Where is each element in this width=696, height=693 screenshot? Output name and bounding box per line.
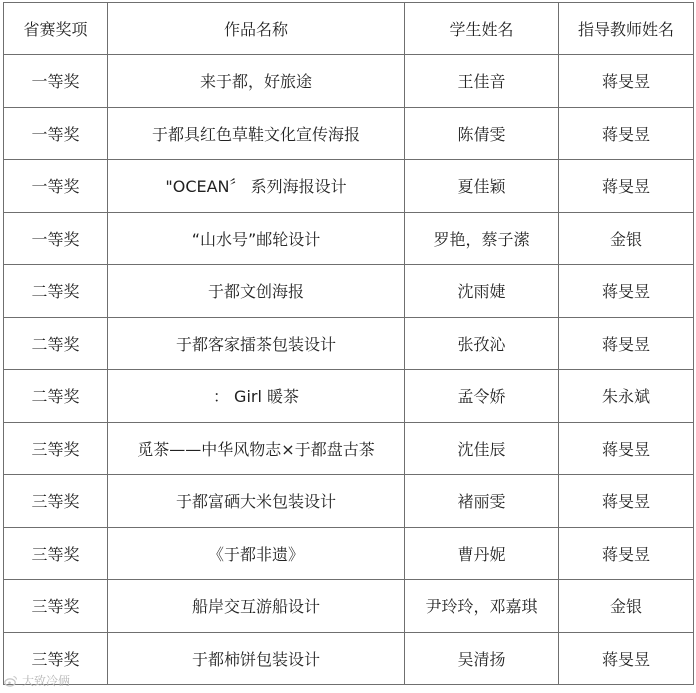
cell-award: 二等奖	[4, 265, 108, 318]
cell-teacher-name: 蒋旻昱	[559, 55, 694, 108]
table-row	[4, 422, 694, 475]
cell-work-title: “山水号”邮轮设计	[108, 212, 405, 265]
cell-student-name: 吴清扬	[405, 632, 559, 685]
cell-teacher-name: 蒋旻昱	[559, 265, 694, 318]
table-row	[4, 317, 694, 370]
cell-teacher-name: 蒋旻昱	[559, 422, 694, 475]
header-teacher-name: 指导教师姓名	[559, 3, 694, 55]
cell-work-title: 《于都非遗》	[108, 527, 405, 580]
cell-student-name: 曹丹妮	[405, 527, 559, 580]
cell-work-title: 于都客家擂茶包装设计	[108, 317, 405, 370]
cell-student-name: 尹玲玲，邓嘉琪	[405, 580, 559, 633]
watermark-text: 大致冷俩	[22, 674, 71, 688]
cell-award: 一等奖	[4, 107, 108, 160]
cell-work-title: 船岸交互游船设计	[108, 580, 405, 633]
table-body	[4, 55, 694, 685]
cell-teacher-name: 蒋旻昱	[559, 160, 694, 213]
cell-student-name: 沈雨婕	[405, 265, 559, 318]
cell-teacher-name: 蒋旻昱	[559, 107, 694, 160]
cell-award: 二等奖	[4, 317, 108, 370]
cell-student-name: 陈倩雯	[405, 107, 559, 160]
table-row	[4, 475, 694, 528]
table-row	[4, 212, 694, 265]
table-header	[4, 3, 694, 55]
cell-work-title: 来于都，好旅途	[108, 55, 405, 108]
cell-student-name: 夏佳颖	[405, 160, 559, 213]
cell-award: 二等奖	[4, 370, 108, 423]
cell-teacher-name: 蒋旻昱	[559, 527, 694, 580]
header-work-title: 作品名称	[108, 3, 405, 55]
cell-student-name: 沈佳辰	[405, 422, 559, 475]
header-student-name: 学生姓名	[405, 3, 559, 55]
cell-student-name: 张孜沁	[405, 317, 559, 370]
cell-work-title: 于都柿饼包装设计	[108, 632, 405, 685]
cell-award: 一等奖	[4, 212, 108, 265]
cell-student-name: 王佳音	[405, 55, 559, 108]
cell-award: 一等奖	[4, 160, 108, 213]
cell-teacher-name: 金银	[559, 580, 694, 633]
cell-award: 三等奖	[4, 527, 108, 580]
cell-teacher-name: 蒋旻昱	[559, 632, 694, 685]
cell-student-name: 褚丽雯	[405, 475, 559, 528]
watermark	[4, 672, 70, 689]
weibo-logo-icon	[4, 674, 18, 688]
table-row	[4, 370, 694, 423]
cell-work-title: 于都具红色草鞋文化宣传海报	[108, 107, 405, 160]
cell-award: 一等奖	[4, 55, 108, 108]
cell-award: 三等奖	[4, 422, 108, 475]
table-row	[4, 580, 694, 633]
cell-award: 三等奖	[4, 475, 108, 528]
cell-student-name: 孟令娇	[405, 370, 559, 423]
header-award: 省赛奖项	[4, 3, 108, 55]
cell-teacher-name: 蒋旻昱	[559, 475, 694, 528]
cell-work-title: ： Girl 暖茶	[108, 370, 405, 423]
table-row	[4, 632, 694, 685]
table-row	[4, 265, 694, 318]
cell-teacher-name: 朱永斌	[559, 370, 694, 423]
cell-work-title: 于都富硒大米包装设计	[108, 475, 405, 528]
cell-work-title: "OCEAN〞 系列海报设计	[108, 160, 405, 213]
awards-table	[3, 2, 694, 685]
cell-work-title: 觅茶——中华风物志×于都盘古茶	[108, 422, 405, 475]
cell-work-title: 于都文创海报	[108, 265, 405, 318]
header-row	[4, 3, 694, 55]
cell-award: 三等奖	[4, 632, 108, 685]
cell-teacher-name: 蒋旻昱	[559, 317, 694, 370]
table-row	[4, 160, 694, 213]
cell-award: 三等奖	[4, 580, 108, 633]
cell-student-name: 罗艳，蔡子潆	[405, 212, 559, 265]
table-row	[4, 55, 694, 108]
table-row	[4, 107, 694, 160]
table-row	[4, 527, 694, 580]
cell-teacher-name: 金银	[559, 212, 694, 265]
